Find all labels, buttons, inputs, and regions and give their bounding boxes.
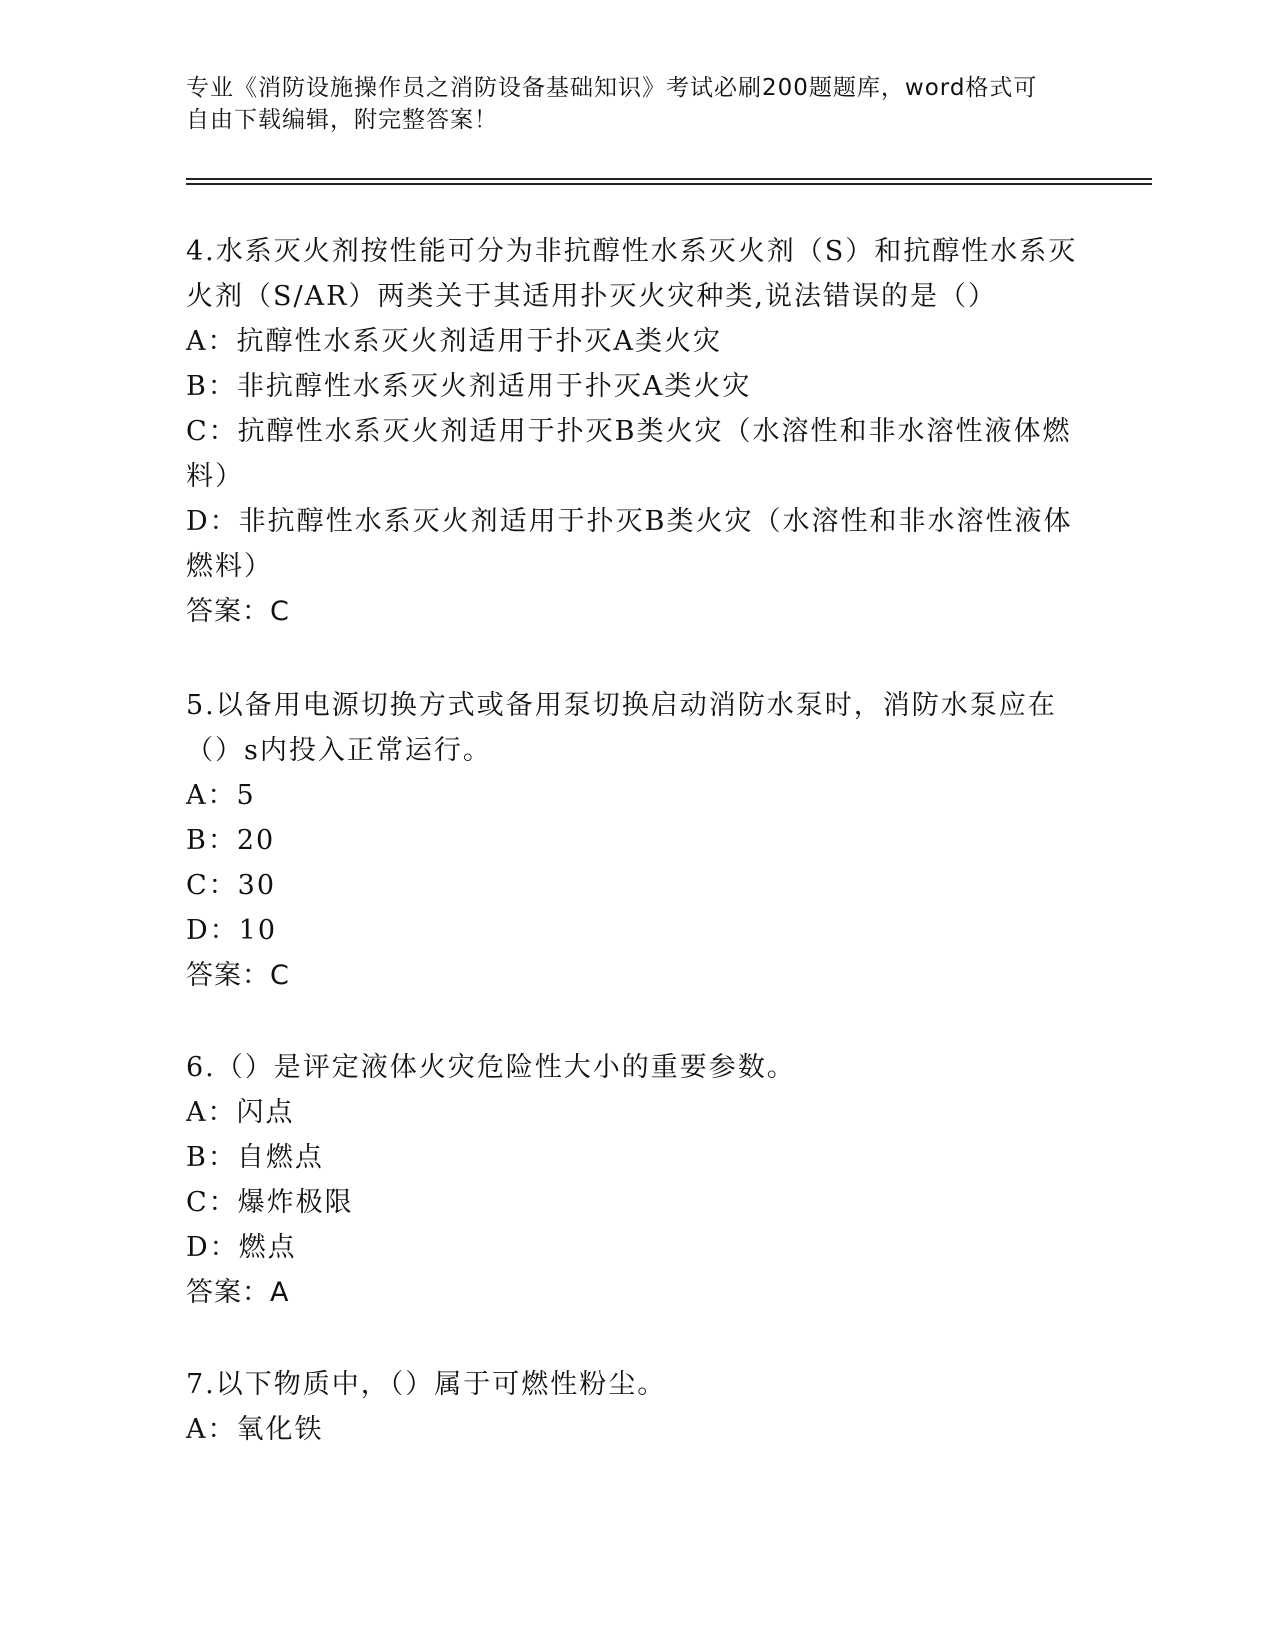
document-header	[186, 72, 1066, 136]
header-line-2: 自由下载编辑，附完整答案！	[186, 107, 498, 133]
option-c-continued: 料）	[186, 461, 244, 492]
answer-label: 答案：A	[186, 1277, 290, 1308]
question-5	[186, 683, 1066, 998]
option-a: A：5	[186, 780, 256, 811]
question-stem-line: 7.以下物质中，（）属于可燃性粉尘。	[186, 1369, 667, 1400]
option-d: D：10	[186, 915, 278, 946]
option-a: A：氧化铁	[186, 1414, 324, 1445]
question-stem-line: （）s内投入正常运行。	[186, 735, 492, 766]
option-c: C：30	[186, 870, 277, 901]
option-a: A：闪点	[186, 1097, 295, 1128]
question-stem-line: 4.水系灭火剂按性能可分为非抗醇性水系灭火剂（S）和抗醇性水系灭	[186, 236, 1078, 267]
answer-label: 答案：C	[186, 596, 290, 627]
option-d: D：非抗醇性水系灭火剂适用于扑灭B类火灾（水溶性和非水溶性液体	[186, 506, 1073, 537]
option-b: B：自燃点	[186, 1142, 324, 1173]
option-c: C：爆炸极限	[186, 1187, 354, 1218]
header-divider-top	[186, 178, 1152, 180]
header-line-1: 专业《消防设施操作员之消防设备基础知识》考试必刷200题题库，word格式可	[186, 75, 1038, 101]
header-divider-bottom	[186, 183, 1152, 185]
option-b: B：非抗醇性水系灭火剂适用于扑灭A类火灾	[186, 371, 752, 402]
answer-label: 答案：C	[186, 960, 290, 991]
option-d-continued: 燃料）	[186, 551, 273, 582]
question-6	[186, 1045, 1066, 1315]
option-c: C：抗醇性水系灭火剂适用于扑灭B类火灾（水溶性和非水溶性液体燃	[186, 416, 1072, 447]
question-7	[186, 1362, 1066, 1452]
question-stem-line: 5.以备用电源切换方式或备用泵切换启动消防水泵时，消防水泵应在	[186, 690, 1057, 721]
option-d: D：燃点	[186, 1232, 297, 1263]
question-stem-line: 6.（）是评定液体火灾危险性大小的重要参数。	[186, 1052, 796, 1083]
question-4	[186, 229, 1078, 634]
option-b: B：20	[186, 825, 276, 856]
question-stem-line: 火剂（S/AR）两类关于其适用扑灭火灾种类,说法错误的是（）	[186, 281, 998, 312]
option-a: A：抗醇性水系灭火剂适用于扑灭A类火灾	[186, 326, 722, 357]
